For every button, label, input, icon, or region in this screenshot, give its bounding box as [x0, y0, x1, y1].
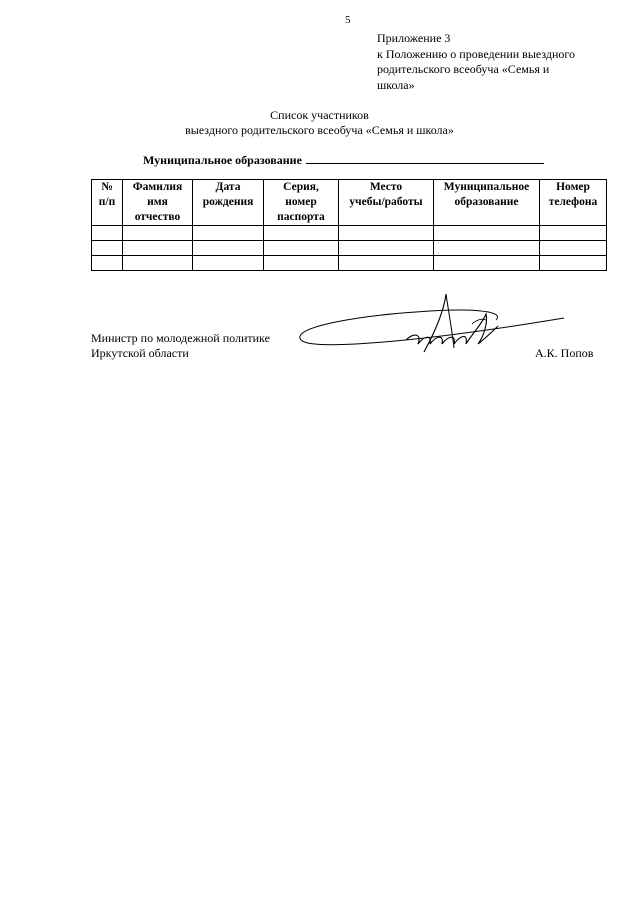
appendix-note	[377, 31, 617, 93]
signatory-position	[91, 331, 270, 361]
header-text: Место	[369, 181, 403, 193]
position-line-1: Министр по молодежной политике	[91, 331, 270, 345]
header-text: отчество	[134, 211, 181, 223]
signatory-name: А.К. Попов	[535, 346, 594, 360]
header-text: Номер	[556, 181, 590, 193]
header-study-work	[339, 180, 434, 226]
table-row	[92, 241, 607, 256]
table-cell	[339, 226, 434, 241]
header-text: Серия,	[283, 181, 319, 193]
appendix-line: родительского всеобуча «Семья и	[377, 62, 550, 76]
header-text: паспорта	[277, 211, 325, 223]
table-cell	[123, 256, 193, 271]
table-cell	[434, 256, 540, 271]
table-cell	[264, 226, 339, 241]
header-phone	[540, 180, 607, 226]
table-cell	[540, 241, 607, 256]
header-text: имя	[147, 196, 168, 208]
table-cell	[123, 241, 193, 256]
table-cell	[540, 226, 607, 241]
page-number: 5	[345, 14, 351, 26]
table-row	[92, 226, 607, 241]
header-text: учебы/работы	[349, 196, 423, 208]
municipality-label: Муниципальное образование	[143, 153, 302, 167]
header-text: №	[101, 181, 113, 193]
header-text: рождения	[202, 196, 254, 208]
table-cell	[339, 256, 434, 271]
municipality-blank-line	[306, 151, 544, 164]
table-cell	[92, 256, 123, 271]
header-text: Муниципальное	[443, 181, 530, 193]
header-text: телефона	[548, 196, 598, 208]
municipality-field	[143, 151, 544, 168]
table-cell	[193, 226, 264, 241]
table-cell	[434, 241, 540, 256]
table-cell	[92, 241, 123, 256]
table-cell	[193, 256, 264, 271]
participants-table	[91, 179, 607, 271]
table-cell	[540, 256, 607, 271]
header-number	[92, 180, 123, 226]
table-cell	[123, 226, 193, 241]
document-title	[0, 108, 639, 138]
header-text: образование	[454, 196, 519, 208]
header-text: Дата	[215, 181, 241, 193]
appendix-line: Приложение 3	[377, 31, 451, 45]
table-row	[92, 256, 607, 271]
title-line-1: Список участников	[270, 108, 369, 122]
header-municipality	[434, 180, 540, 226]
table-cell	[264, 241, 339, 256]
header-text: Фамилия	[132, 181, 183, 193]
table-cell	[92, 226, 123, 241]
header-full-name	[123, 180, 193, 226]
title-line-2: выездного родительского всеобуча «Семья и школа»	[185, 123, 454, 137]
table-cell	[339, 241, 434, 256]
header-text: п/п	[98, 196, 116, 208]
header-birth-date	[193, 180, 264, 226]
appendix-line: к Положению о проведении выездного	[377, 46, 576, 61]
table-cell	[434, 226, 540, 241]
table-header-row	[92, 180, 607, 226]
header-text: номер	[285, 196, 317, 208]
table-cell	[264, 256, 339, 271]
handwritten-signature	[296, 290, 571, 360]
position-line-2: Иркутской области	[91, 346, 189, 360]
table-cell	[193, 241, 264, 256]
appendix-line: школа»	[377, 77, 415, 92]
header-passport	[264, 180, 339, 226]
